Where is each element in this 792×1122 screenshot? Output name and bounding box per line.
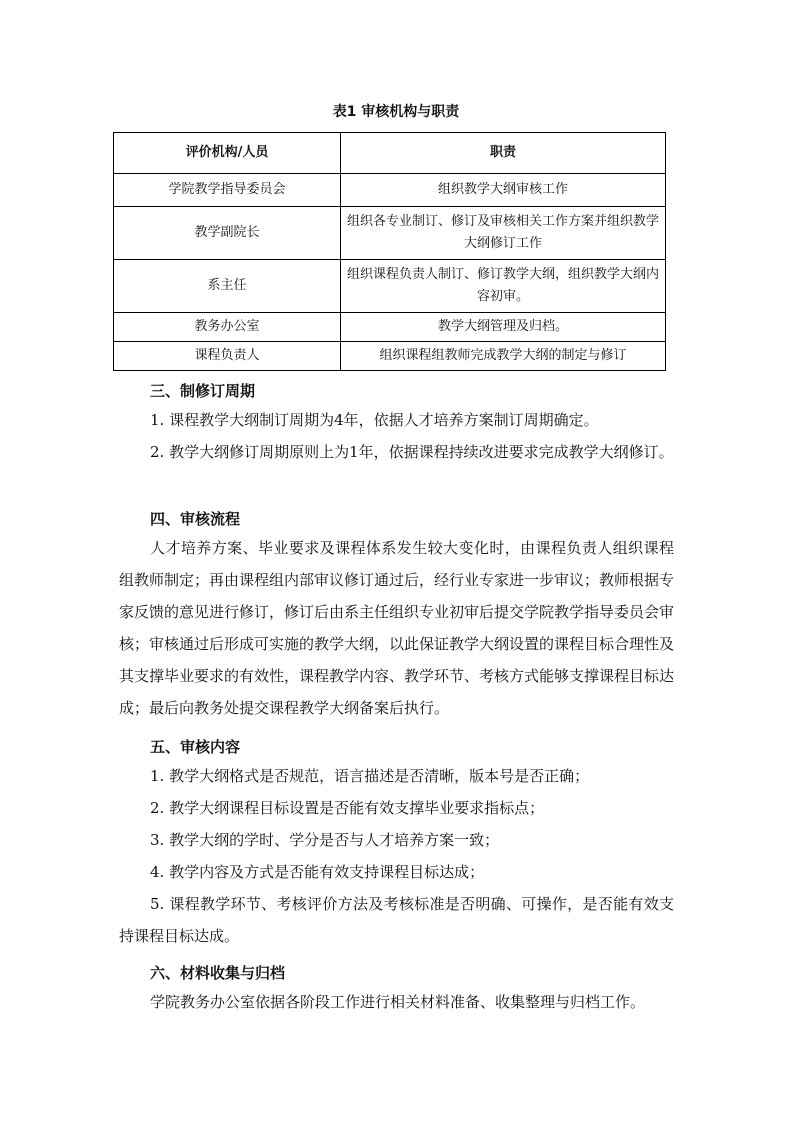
table-header-cell: 职责 (341, 133, 666, 174)
table-cell: 组织教学大纲审核工作 (341, 174, 666, 207)
table-cell: 组织课程负责人制订、修订教学大纲，组织教学大纲内容初审。 (341, 260, 666, 313)
table-row (114, 313, 666, 342)
table-row (114, 342, 666, 371)
table-cell: 教学大纲管理及归档。 (341, 313, 666, 342)
paragraph: 1. 课程教学大纲制订周期为4年，依据人才培养方案制订周期确定。 (150, 411, 599, 429)
paragraph: 人才培养方案、毕业要求及课程体系发生较大变化时，由课程负责人组织课程组教师制定；再由课程组内部审议修订通过后，经行业专家进一步审议；教师根据专家反馈的意见进行修订，修订后由系主任组织专业初审后提交学院教学指导委员会审核；审核通过后形成可实施的教学大纲，以此保证教学大纲设置的课程目标合理性及其支撑毕业要求的有效性，课程教学内容、教学环节、考核方式能够支撑课程目标达成；最后向教务处提交课程教学大纲备案后执行。 (119, 539, 675, 717)
paragraph: 2. 教学大纲课程目标设置是否能有效支撑毕业要求指标点； (150, 799, 545, 817)
table-cell: 学院教学指导委员会 (114, 174, 341, 207)
table-cell: 系主任 (114, 260, 341, 313)
paragraph: 4. 教学内容及方式是否能有效支持课程目标达成； (150, 863, 485, 881)
paragraph: 1. 教学大纲格式是否规范，语言描述是否清晰，版本号是否正确； (150, 767, 590, 785)
table-row (114, 260, 666, 313)
table-cell: 教务办公室 (114, 313, 341, 342)
paragraph: 2. 教学大纲修订周期原则上为1年，依据课程持续改进要求完成教学大纲修订。 (150, 443, 674, 461)
paragraph: 3. 教学大纲的学时、学分是否与人才培养方案一致； (150, 831, 500, 849)
paragraph: 学院教务办公室依据各阶段工作进行相关材料准备、收集整理与归档工作。 (150, 993, 646, 1011)
section-heading: 六、材料收集与归档 (150, 964, 286, 982)
paragraph: 5. 课程教学环节、考核评价方法及考核标准是否明确、可操作，是否能有效支持课程目标达成。 (119, 895, 674, 945)
table-title: 表1 审核机构与职责 (332, 104, 460, 120)
section-heading: 三、制修订周期 (150, 382, 256, 400)
table-row (114, 207, 666, 260)
table-header-row (114, 133, 666, 174)
section-heading: 五、审核内容 (150, 738, 241, 756)
table-cell: 组织各专业制订、修订及审核相关工作方案并组织教学大纲修订工作 (341, 207, 666, 260)
section-heading: 四、审核流程 (150, 510, 241, 528)
table-row (114, 174, 666, 207)
table-header-cell: 评价机构/人员 (114, 133, 341, 174)
table-cell: 课程负责人 (114, 342, 341, 371)
table-cell: 教学副院长 (114, 207, 341, 260)
table-cell: 组织课程组教师完成教学大纲的制定与修订 (341, 342, 666, 371)
duty-table (113, 132, 666, 371)
